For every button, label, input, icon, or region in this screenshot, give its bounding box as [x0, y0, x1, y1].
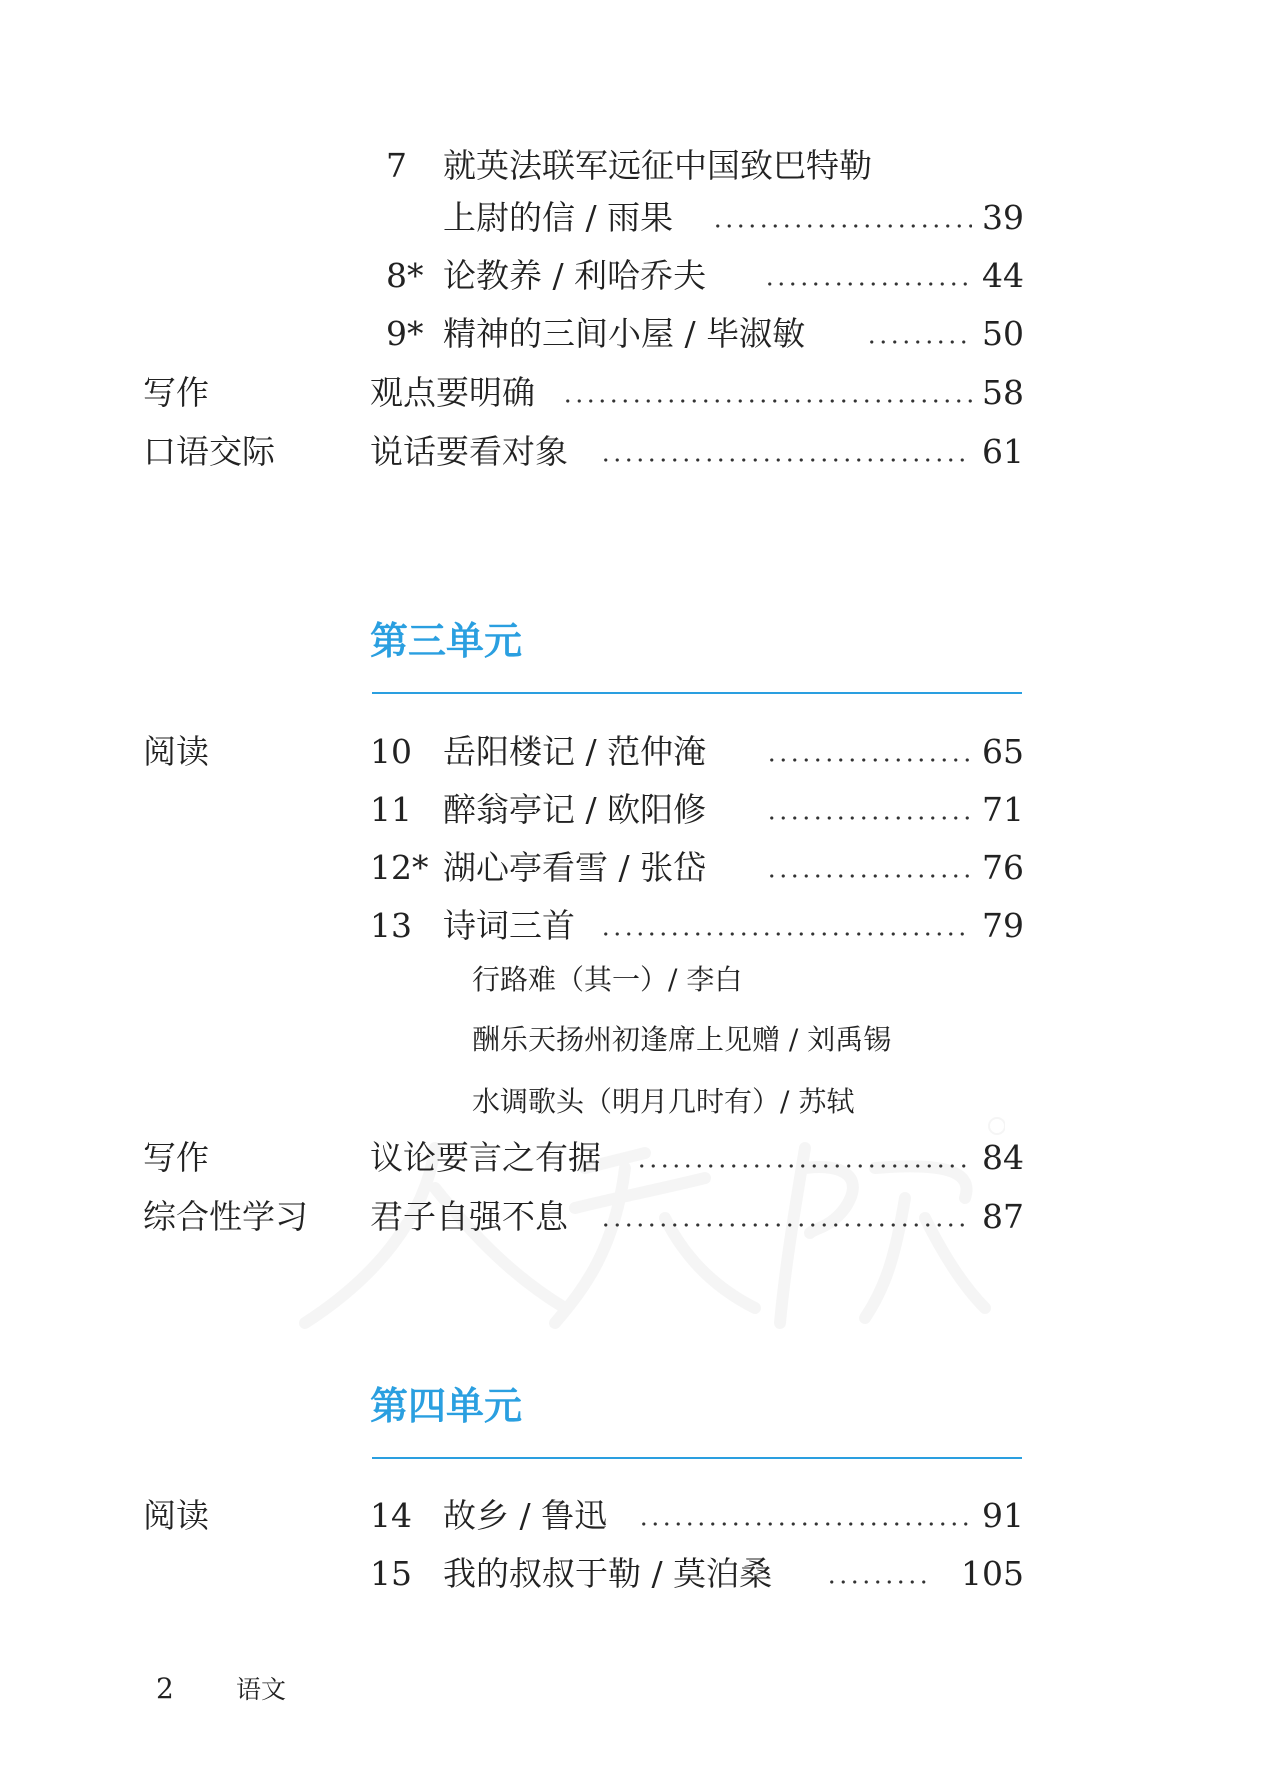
entry-title: 醉翁亭记 / 欧阳修: [443, 790, 707, 829]
leader-dots: [600, 458, 972, 462]
entry-title: 论教养 / 利哈乔夫: [443, 256, 707, 295]
section-title: 议论要言之有据: [370, 1138, 601, 1177]
leader-dots: [712, 224, 972, 228]
entry-number: 9*: [386, 314, 424, 353]
page-number: 2: [156, 1672, 174, 1705]
entry-number: 15: [370, 1554, 412, 1593]
entry-number: 14: [370, 1496, 412, 1535]
section-title: 观点要明确: [370, 373, 535, 412]
toc-entry-10[interactable]: [0, 724, 1276, 780]
entry-page: 105: [961, 1554, 1024, 1593]
entry-page: 76: [982, 848, 1024, 887]
reading-label: 阅读: [143, 1496, 209, 1535]
leader-dots: [826, 1580, 930, 1584]
toc-entry-8[interactable]: [0, 248, 1276, 304]
entry-title-cont: 上尉的信 / 雨果: [443, 198, 674, 237]
entry-page: 44: [982, 256, 1024, 295]
entry-title: 精神的三间小屋 / 毕淑敏: [443, 314, 806, 353]
leader-dots: [766, 874, 972, 878]
leader-dots: [764, 282, 972, 286]
section-label: 写作: [143, 1138, 209, 1177]
entry-number: 12*: [370, 848, 429, 887]
entry-number: 11: [370, 790, 412, 829]
entry-page: 50: [982, 314, 1024, 353]
entry-page: 87: [982, 1197, 1024, 1236]
leader-dots: [766, 816, 972, 820]
entry-title: 故乡 / 鲁迅: [443, 1496, 608, 1535]
entry-page: 84: [982, 1138, 1024, 1177]
section-label: 口语交际: [143, 432, 275, 471]
entry-page: 61: [982, 432, 1024, 471]
entry-number: 8*: [386, 256, 424, 295]
entry-page: 71: [982, 790, 1024, 829]
entry-page: 39: [982, 198, 1024, 237]
toc-entry-13[interactable]: [0, 898, 1276, 954]
poem-3: 水调歌头（明月几时有）/ 苏轼: [472, 1085, 855, 1118]
entry-title: 岳阳楼记 / 范仲淹: [443, 732, 707, 771]
unit-3-rule: [372, 692, 1022, 694]
entry-title: 诗词三首: [443, 906, 575, 945]
leader-dots: [766, 758, 972, 762]
toc-entry-15[interactable]: [0, 1546, 1276, 1602]
section-title: 说话要看对象: [370, 432, 568, 471]
book-title: 语文: [236, 1675, 287, 1704]
toc-section-writing[interactable]: [0, 365, 1276, 421]
entry-number: 13: [370, 906, 412, 945]
toc-entry-7[interactable]: [0, 138, 1276, 194]
leader-dots: [562, 399, 972, 403]
entry-page: 79: [982, 906, 1024, 945]
unit-4-rule: [372, 1457, 1022, 1459]
reading-label: 阅读: [143, 732, 209, 771]
entry-title: 我的叔叔于勒 / 莫泊桑: [443, 1554, 773, 1593]
poem-1: 行路难（其一）/ 李白: [472, 963, 743, 996]
toc-entry-9[interactable]: [0, 306, 1276, 362]
section-label: 写作: [143, 373, 209, 412]
toc-entry-12[interactable]: [0, 840, 1276, 896]
leader-dots: [600, 1223, 972, 1227]
leader-dots: [636, 1164, 972, 1168]
entry-page: 58: [982, 373, 1024, 412]
unit-4-heading: 第四单元: [370, 1384, 523, 1428]
leader-dots: [866, 340, 972, 344]
toc-entry-11[interactable]: [0, 782, 1276, 838]
toc-section-writing-2[interactable]: [0, 1130, 1276, 1186]
entry-page: 91: [982, 1496, 1024, 1535]
entry-page: 65: [982, 732, 1024, 771]
entry-number: 10: [370, 732, 412, 771]
leader-dots: [638, 1522, 972, 1526]
entry-title: 湖心亭看雪 / 张岱: [443, 848, 707, 887]
toc-section-oral[interactable]: [0, 424, 1276, 480]
entry-number: 7: [386, 146, 407, 185]
toc-section-comprehensive[interactable]: [0, 1189, 1276, 1245]
toc-entry-7-cont[interactable]: [0, 190, 1276, 246]
toc-entry-14[interactable]: [0, 1488, 1276, 1544]
unit-3-heading: 第三单元: [370, 619, 523, 663]
section-title: 君子自强不息: [370, 1197, 568, 1236]
section-label: 综合性学习: [143, 1197, 308, 1236]
leader-dots: [600, 932, 972, 936]
poem-2: 酬乐天扬州初逢席上见赠 / 刘禹锡: [472, 1023, 892, 1056]
entry-title: 就英法联军远征中国致巴特勒: [443, 146, 872, 185]
